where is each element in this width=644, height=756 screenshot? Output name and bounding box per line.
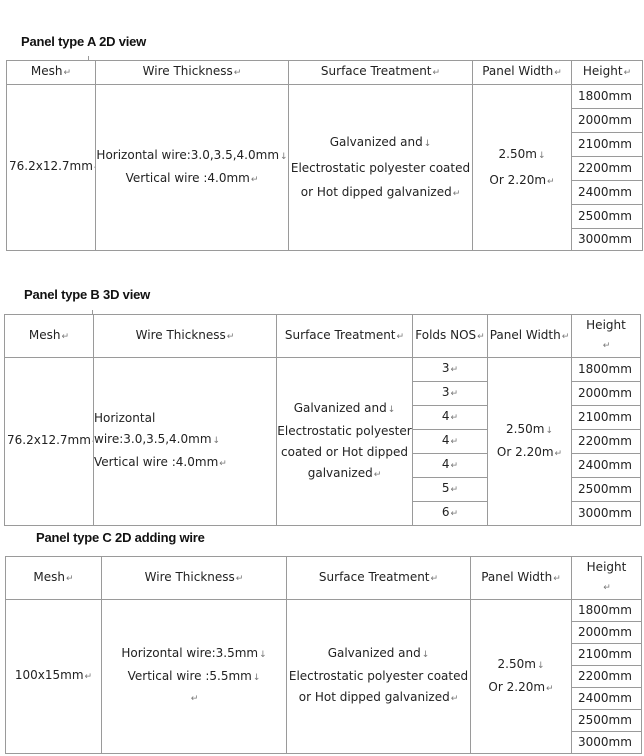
wire-thickness-value: Horizontal wire:3.0,3.5,4.0mm↓ Vertical wire :4.0mm↵: [94, 358, 277, 526]
surface-treatment-value: Galvanized and↓ Electrostatic polyester coated or Hot dipped galvanized↵: [277, 358, 413, 526]
header-wire-thickness: Wire Thickness↵: [102, 557, 287, 600]
wire-thickness-value: Horizontal wire:3.0,3.5,4.0mm↓ Vertical wire :4.0mm↵: [96, 85, 289, 251]
height-value: 3000mm: [572, 229, 643, 251]
height-value: 2100mm: [572, 406, 641, 430]
height-value: 2000mm: [572, 109, 643, 133]
height-value: 2100mm: [572, 644, 642, 666]
height-value: 3000mm: [572, 732, 642, 754]
height-value: 2400mm: [572, 688, 642, 710]
height-value: 1800mm: [572, 600, 642, 622]
height-value: 1800mm: [572, 85, 643, 109]
wire-thickness-value: Horizontal wire:3.5mm↓ Vertical wire :5.5mm↓ ↵: [102, 600, 287, 754]
mesh-value: 76.2x12.7mm: [7, 85, 96, 251]
panel-b-table: [4, 314, 641, 526]
panel-a-title: Panel type A 2D view: [21, 34, 147, 49]
header-panel-width: Panel Width↵: [471, 557, 572, 600]
header-surface-treatment: Surface Treatment↵: [287, 557, 471, 600]
folds-value: 6↵: [413, 502, 488, 526]
table-row: [6, 600, 642, 622]
height-value: 2400mm: [572, 454, 641, 478]
height-value: 2200mm: [572, 666, 642, 688]
header-surface-treatment: Surface Treatment↵: [289, 61, 473, 85]
table-row: [5, 358, 641, 382]
mesh-value: 76.2x12.7mm: [5, 358, 94, 526]
header-panel-width: Panel Width↵: [473, 61, 572, 85]
header-wire-thickness: Wire Thickness↵: [96, 61, 289, 85]
surface-treatment-value: Galvanized and↓ Electrostatic polyester coated or Hot dipped galvanized↵: [289, 85, 473, 251]
header-folds-nos: Folds NOS↵: [413, 315, 488, 358]
header-row: [5, 315, 641, 358]
folds-value: 4↵: [413, 454, 488, 478]
header-height: Height↵: [572, 61, 643, 85]
header-height: Height ↵: [572, 315, 641, 358]
panel-b-title: Panel type B 3D view: [24, 287, 151, 302]
mesh-value: 100x15mm↵: [6, 600, 102, 754]
folds-value: 4↵: [413, 406, 488, 430]
height-value: 2500mm: [572, 205, 643, 229]
panel-c-title: Panel type C 2D adding wire: [36, 530, 205, 545]
header-surface-treatment: Surface Treatment↵: [277, 315, 413, 358]
height-value: 2400mm: [572, 181, 643, 205]
height-value: 2500mm: [572, 710, 642, 732]
header-mesh: Mesh↵: [5, 315, 94, 358]
panel-a-table: [6, 60, 643, 251]
height-value: 2200mm: [572, 430, 641, 454]
table-row: [7, 85, 643, 109]
panel-width-value: 2.50m↓ Or 2.20m↵: [471, 600, 572, 754]
header-row: [7, 61, 643, 85]
folds-value: 5↵: [413, 478, 488, 502]
height-value: 2500mm: [572, 478, 641, 502]
surface-treatment-value: Galvanized and↓ Electrostatic polyester coated or Hot dipped galvanized↵: [287, 600, 471, 754]
folds-value: 3↵: [413, 382, 488, 406]
folds-value: 3↵: [413, 358, 488, 382]
folds-value: 4↵: [413, 430, 488, 454]
panel-c-table: [5, 556, 642, 754]
height-value: 2000mm: [572, 622, 642, 644]
height-value: 3000mm: [572, 502, 641, 526]
panel-width-value: 2.50m↓ Or 2.20m↵: [488, 358, 572, 526]
height-value: 2100mm: [572, 133, 643, 157]
panel-width-value: 2.50m↓ Or 2.20m↵: [473, 85, 572, 251]
height-value: 1800mm: [572, 358, 641, 382]
header-height: Height ↵: [572, 557, 642, 600]
header-wire-thickness: Wire Thickness↵: [94, 315, 277, 358]
header-panel-width: Panel Width↵: [488, 315, 572, 358]
header-mesh: Mesh↵: [7, 61, 96, 85]
height-value: 2200mm: [572, 157, 643, 181]
header-mesh: Mesh↵: [6, 557, 102, 600]
height-value: 2000mm: [572, 382, 641, 406]
header-row: [6, 557, 642, 600]
